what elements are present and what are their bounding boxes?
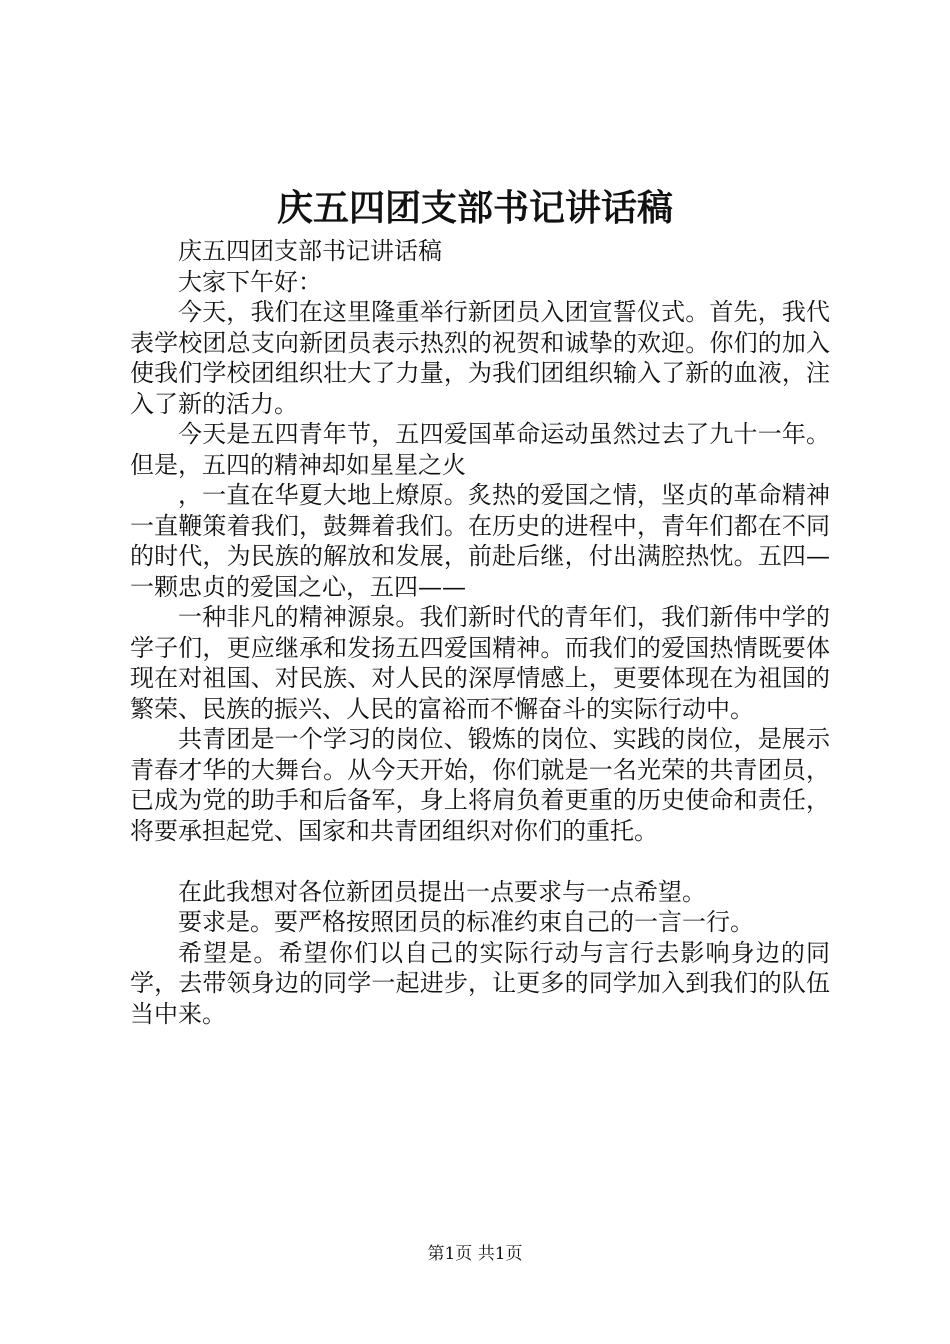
paragraph-youth-day: 今天是五四青年节，五四爱国革命运动虽然过去了九十一年。但是，五四的精神却如星星之火 bbox=[130, 420, 830, 479]
paragraph-league: 共青团是一个学习的岗位、锻炼的岗位、实践的岗位，是展示青春才华的大舞台。从今天开始，你们就是一名光荣的共青团员，已成为党的助手和后备军，身上将肩负着更重的历史使命和责任，将要承担起党、国家和共青团组织对你们的重托。 bbox=[130, 725, 830, 845]
paragraph-request-intro: 在此我想对各位新团员提出一点要求与一点希望。 bbox=[178, 877, 706, 906]
page-footer: 第1页 共1页 bbox=[427, 1244, 523, 1264]
paragraph-spirit: ，一直在华夏大地上燎原。炙热的爱国之情，坚贞的革命精神一直鞭策着我们，鼓舞着我们。在历史的进程中，青年们都在不同的时代，为民族的解放和发展，前赴后继，付出满腔热忱。五四—一颗忠贞的爱国之心，五四—— bbox=[130, 481, 830, 601]
paragraph-hope: 希望是。希望你们以自己的实际行动与言行去影响身边的同学，去带领身边的同学一起进步，让更多的同学加入到我们的队伍当中来。 bbox=[130, 938, 830, 1028]
paragraph-greeting: 大家下午好： bbox=[178, 267, 322, 296]
paragraph-requirement: 要求是。要严格按照团员的标准约束自己的一言一行。 bbox=[178, 908, 754, 936]
paragraph-opening: 今天，我们在这里隆重举行新团员入团宣誓仪式。首先，我代表学校团总支向新团员表示热烈的祝贺和诚挚的欢迎。你们的加入使我们学校团组织壮大了力量，为我们团组织输入了新的血液，注入了新的活力。 bbox=[130, 298, 830, 418]
blank-line bbox=[130, 846, 830, 877]
document-title: 庆五四团支部书记讲话稿 bbox=[276, 187, 673, 229]
paragraph-source: 一种非凡的精神源泉。我们新时代的青年们，我们新伟中学的学子们，更应继承和发扬五四爱国精神。而我们的爱国热情既要体现在对祖国、对民族、对人民的深厚情感上，更要体现在为祖国的繁荣、民族的振兴、人民的富裕而不懈奋斗的实际行动中。 bbox=[130, 603, 830, 723]
paragraph-heading: 庆五四团支部书记讲话稿 bbox=[178, 237, 442, 265]
document-body bbox=[130, 236, 830, 1029]
